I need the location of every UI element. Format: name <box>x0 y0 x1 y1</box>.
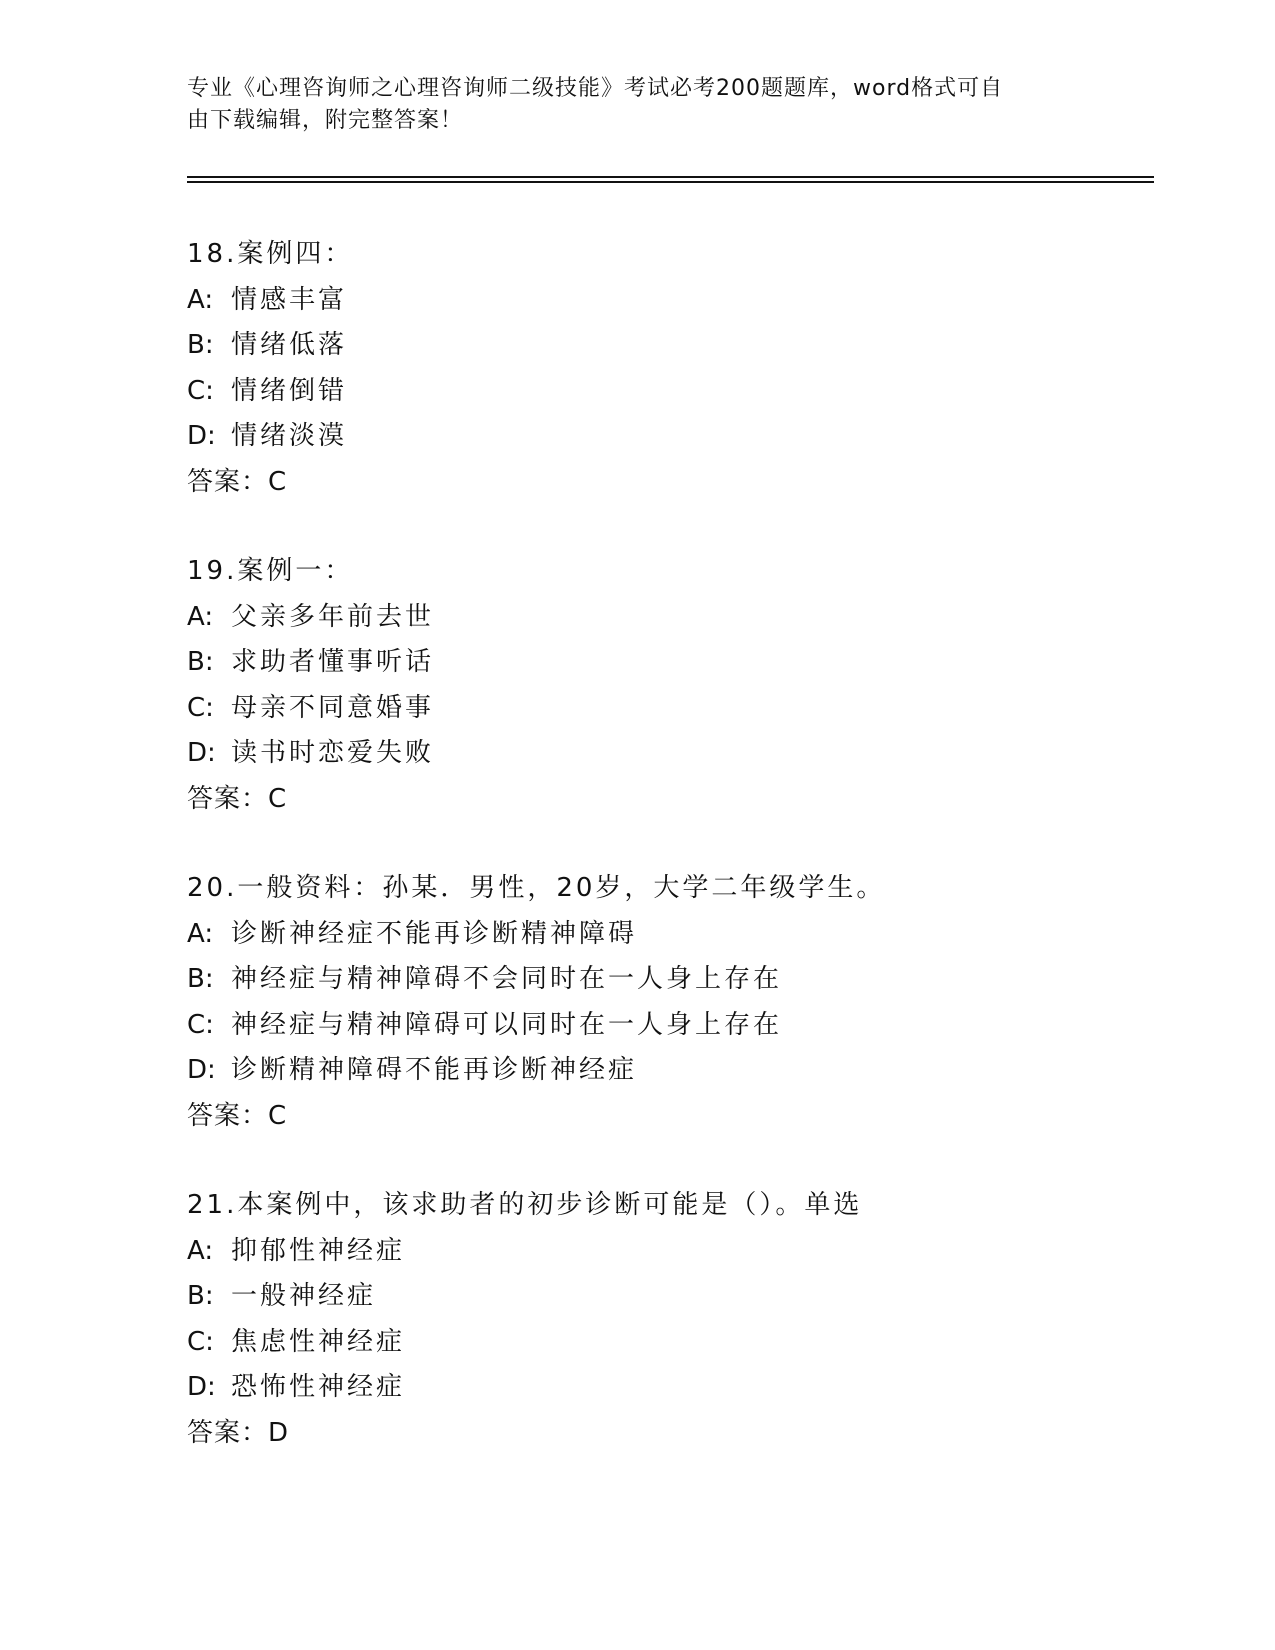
document-header <box>187 73 1067 137</box>
answer-line <box>187 777 1167 823</box>
option-d <box>187 731 1167 777</box>
option-text: 神经症与精神障碍可以同时在一人身上存在 <box>231 1009 783 1040</box>
option-c <box>187 369 1167 415</box>
option-key: A: <box>187 918 214 949</box>
answer-line <box>187 460 1167 506</box>
option-b <box>187 957 1167 1003</box>
option-key: B: <box>187 647 214 677</box>
option-text: 诊断精神障碍不能再诊断神经症 <box>231 1055 638 1085</box>
option-b <box>187 323 1167 369</box>
question-stem: 18.案例四： <box>187 239 354 269</box>
option-key: B: <box>187 330 214 360</box>
option-text: 读书时恋爱失败 <box>231 738 435 768</box>
option-d <box>187 414 1167 460</box>
question-stem: 20.一般资料：孙某．男性，20岁，大学二年级学生。 <box>187 873 886 903</box>
option-text: 情绪倒错 <box>231 375 348 406</box>
option-text: 求助者懂事听话 <box>231 647 435 677</box>
answer-value: C <box>268 466 288 497</box>
answer-label: 答案： <box>187 466 269 497</box>
option-key: D: <box>187 421 216 451</box>
answer-label: 答案： <box>187 1417 269 1448</box>
option-key: A: <box>187 284 214 315</box>
option-a <box>187 595 1167 641</box>
question-stem: 21.本案例中，该求助者的初步诊断可能是（）。单选 <box>187 1190 863 1220</box>
option-key: B: <box>187 964 214 994</box>
answer-value: C <box>268 783 288 814</box>
header-line-2: 由下载编辑，附完整答案！ <box>187 108 464 133</box>
option-d <box>187 1365 1167 1411</box>
answer-label: 答案： <box>187 783 269 814</box>
option-text: 神经症与精神障碍不会同时在一人身上存在 <box>231 964 783 994</box>
question-stem: 19.案例一： <box>187 556 354 586</box>
option-key: B: <box>187 1281 214 1311</box>
option-key: D: <box>187 1055 216 1085</box>
answer-value: D <box>268 1417 290 1448</box>
header-divider-top <box>187 176 1154 178</box>
option-key: D: <box>187 738 216 768</box>
option-text: 一般神经症 <box>231 1281 377 1311</box>
answer-label: 答案： <box>187 1100 269 1131</box>
option-text: 抑郁性神经症 <box>231 1235 406 1266</box>
answer-value: C <box>268 1100 288 1131</box>
option-text: 情绪淡漠 <box>231 421 348 451</box>
option-key: A: <box>187 601 214 632</box>
option-text: 情感丰富 <box>231 284 348 315</box>
option-text: 诊断神经症不能再诊断精神障碍 <box>231 918 638 949</box>
option-key: C: <box>187 692 214 723</box>
option-text: 情绪低落 <box>231 330 348 360</box>
option-key: A: <box>187 1235 214 1266</box>
question-block <box>187 1183 1167 1456</box>
option-a <box>187 912 1167 958</box>
question-block <box>187 232 1167 505</box>
header-divider-bottom <box>187 181 1154 183</box>
option-a <box>187 1229 1167 1275</box>
option-c <box>187 686 1167 732</box>
option-text: 父亲多年前去世 <box>231 601 435 632</box>
answer-line <box>187 1094 1167 1140</box>
option-key: C: <box>187 1009 214 1040</box>
question-block <box>187 866 1167 1139</box>
option-text: 恐怖性神经症 <box>231 1372 406 1402</box>
option-b <box>187 1274 1167 1320</box>
header-line-1: 专业《心理咨询师之心理咨询师二级技能》考试必考200题题库，word格式可自 <box>187 76 1004 101</box>
option-text: 焦虑性神经症 <box>231 1326 406 1357</box>
answer-line <box>187 1411 1167 1457</box>
question-block <box>187 549 1167 822</box>
option-text: 母亲不同意婚事 <box>231 692 435 723</box>
option-c <box>187 1320 1167 1366</box>
option-a <box>187 278 1167 324</box>
option-d <box>187 1048 1167 1094</box>
option-b <box>187 640 1167 686</box>
option-key: C: <box>187 375 214 406</box>
option-c <box>187 1003 1167 1049</box>
option-key: D: <box>187 1372 216 1402</box>
option-key: C: <box>187 1326 214 1357</box>
